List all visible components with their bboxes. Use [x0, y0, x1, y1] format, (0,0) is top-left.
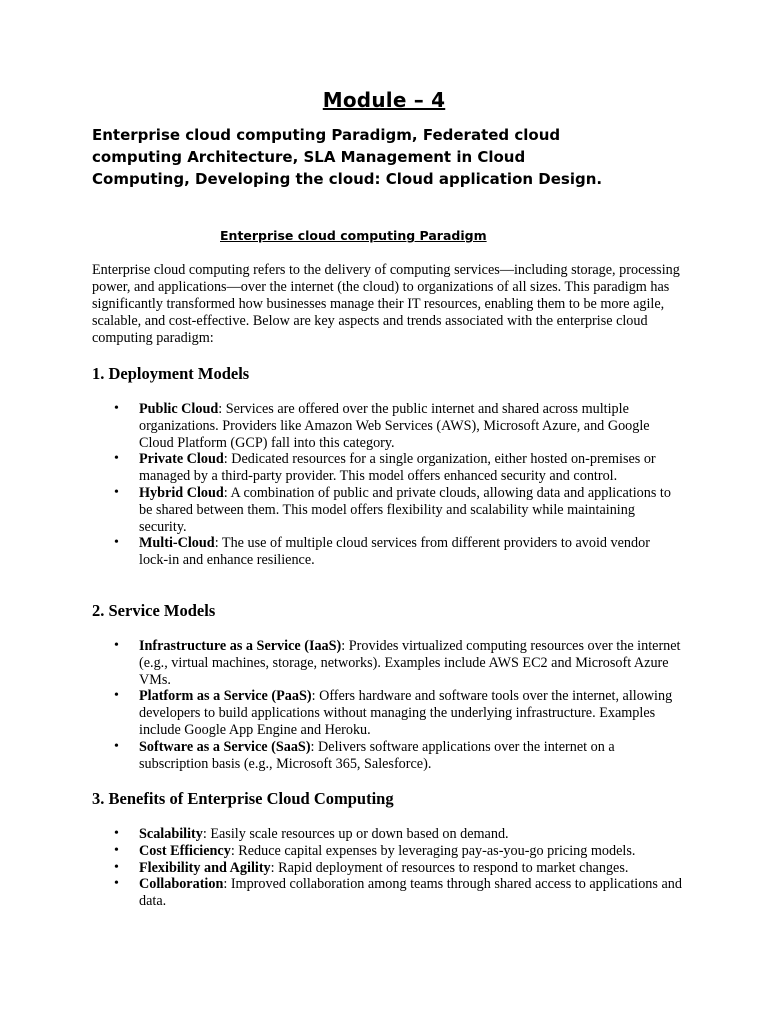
list-item-text: : Delivers software applications over the internet on a subscription basis (e.g., Microsoft 365, Salesforce).: [139, 738, 615, 772]
list-item-term: Collaboration: [139, 876, 224, 893]
bullet-icon: •: [114, 876, 119, 892]
list-item-term: Private Cloud: [139, 451, 224, 468]
list-item: [92, 638, 682, 688]
list-item-text: : A combination of public and private clouds, allowing data and applications to be shared between them. This model offers flexibility and scalability while maintaining security.: [139, 484, 671, 535]
list-item: [92, 843, 682, 860]
list-item-text: : Easily scale resources up or down based on demand.: [202, 826, 509, 842]
module-title: Module – 4: [322, 88, 446, 112]
bullet-icon: •: [114, 451, 119, 467]
list-item: [92, 451, 682, 485]
deployment-models-heading: 1. Deployment Models: [92, 364, 250, 383]
list-item-text: : Provides virtualized computing resources over the internet (e.g., virtual machines, storage, networks). Examples include AWS EC2 and Microsoft Azure VMs.: [139, 638, 681, 688]
bullet-icon: •: [114, 535, 119, 551]
list-item-text: : Services are offered over the public internet and shared across multiple organizations. Providers like Amazon Web Services (AWS), Microsoft Azure, and Google Cloud Platform (GCP) fall into this category.: [139, 401, 650, 451]
bullet-icon: •: [114, 842, 119, 858]
list-item-text: : Rapid deployment of resources to respond to market changes.: [270, 859, 629, 876]
bullet-icon: •: [114, 738, 119, 754]
list-item-text: : Dedicated resources for a single organization, either hosted on-premises or managed by a third-party provider. This model offers enhanced security and control.: [139, 451, 656, 485]
bullet-icon: •: [114, 401, 119, 416]
list-item: [92, 688, 682, 738]
list-item-text: : Offers hardware and software tools over the internet, allowing developers to build applications without managing the underlying infrastructure. Examples include Google App Engine and Heroku.: [139, 688, 673, 738]
list-item-text: : Reduce capital expenses by leveraging pay-as-you-go pricing models.: [230, 842, 636, 859]
list-item: [92, 401, 682, 451]
list-item-term: Scalability: [139, 826, 203, 842]
service-models-list: [92, 638, 682, 772]
list-item: [92, 535, 682, 569]
list-item-term: Cost Efficiency: [139, 842, 231, 859]
list-item: [92, 739, 682, 773]
list-item: [92, 485, 682, 535]
service-models-heading: 2. Service Models: [92, 601, 216, 620]
bullet-icon: •: [114, 826, 119, 841]
bullet-icon: •: [114, 484, 119, 500]
list-item: [92, 860, 682, 877]
bullet-icon: •: [114, 638, 119, 653]
deployment-models-list: [92, 401, 682, 569]
bullet-icon: •: [114, 859, 119, 875]
list-item-term: Platform as a Service (PaaS): [139, 688, 312, 705]
list-item-term: Software as a Service (SaaS): [139, 738, 311, 755]
list-item-text: : The use of multiple cloud services from different providers to avoid vendor lock-in and enhance resilience.: [139, 535, 650, 569]
list-item-term: Public Cloud: [139, 401, 219, 417]
list-item: [92, 826, 682, 843]
list-item-term: Flexibility and Agility: [139, 859, 271, 876]
list-item-term: Multi-Cloud: [139, 535, 215, 552]
benefits-heading: 3. Benefits of Enterprise Cloud Computing: [92, 789, 394, 808]
section-heading: Enterprise cloud computing Paradigm: [220, 228, 487, 243]
list-item-term: Hybrid Cloud: [139, 484, 224, 501]
benefits-list: [92, 826, 682, 910]
list-item-text: : Improved collaboration among teams through shared access to applications and data.: [139, 876, 682, 910]
list-item-term: Infrastructure as a Service (IaaS): [139, 638, 342, 654]
intro-paragraph: Enterprise cloud computing refers to the delivery of computing services—including storage, processing power, and applications—over the internet (the cloud) to organizations of all sizes. This paradigm has significantly transformed how businesses manage their IT resources, enabling them to be more agile, scalable, and cost-effective. Below are key aspects and trends associated with the enterprise cloud computing paradigm:: [92, 262, 680, 346]
module-subtitle: Enterprise cloud computing Paradigm, Federated cloud computing Architecture, SLA Management in Cloud Computing, Developing the cloud: Cloud application Design.: [92, 126, 603, 188]
list-item: [92, 876, 682, 910]
bullet-icon: •: [114, 688, 119, 704]
